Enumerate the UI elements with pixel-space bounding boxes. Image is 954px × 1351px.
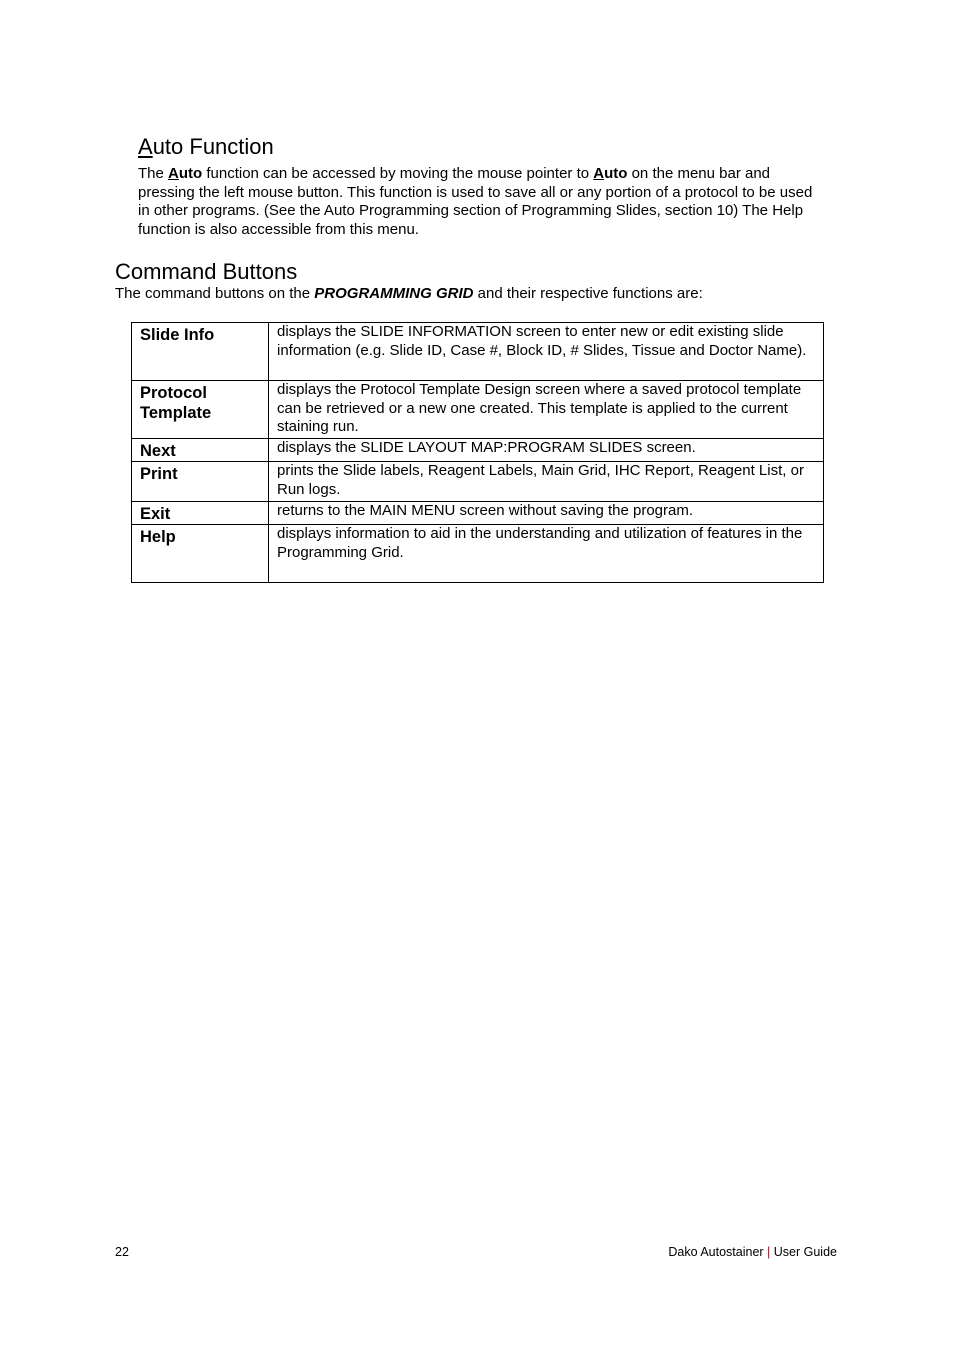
button-description-cell: displays information to aid in the understanding and utilization of features in the Programming Grid. (269, 525, 824, 583)
button-name-cell: Exit (132, 502, 269, 525)
auto-keyword (593, 165, 627, 182)
page-number: 22 (115, 1245, 129, 1259)
button-name-line: Protocol (140, 384, 207, 402)
command-buttons-table (131, 322, 824, 583)
table-row (132, 381, 824, 439)
button-name-cell: Slide Info (132, 323, 269, 381)
table-row (132, 525, 824, 583)
footer-title-left: Dako Autostainer (668, 1245, 768, 1259)
table-row (132, 502, 824, 525)
para-text: function can be accessed by moving the mouse pointer to (202, 165, 594, 182)
button-name-cell: Help (132, 525, 269, 583)
auto-keyword (168, 165, 202, 182)
button-description-cell: returns to the MAIN MENU screen without saving the program. (269, 502, 824, 525)
command-buttons-heading: Command Buttons (115, 259, 298, 284)
auto-keyword-rest: uto (178, 165, 203, 182)
auto-keyword-rest: uto (604, 165, 628, 182)
footer-document-title (668, 1245, 837, 1260)
table-row (132, 439, 824, 462)
intro-text: The command buttons on the (115, 285, 315, 302)
auto-keyword-underlined: A (168, 165, 179, 182)
button-description-cell: displays the SLIDE INFORMATION screen to enter new or edit existing slide information (e.g. Slide ID, Case #, Block ID, # Slides, Tissue and Doctor Name). (269, 323, 824, 381)
table-row (132, 323, 824, 381)
heading-rest: uto Function (152, 134, 274, 159)
button-description-cell: displays the SLIDE LAYOUT MAP:PROGRAM SLIDES screen. (269, 439, 824, 462)
button-name-line: Template (140, 404, 212, 422)
intro-text: and their respective functions are: (473, 285, 703, 302)
button-name-cell (132, 381, 269, 439)
para-text: The (138, 165, 169, 182)
button-description-cell: displays the Protocol Template Design screen where a saved protocol template can be retrieved or a new one created. This template is applied to the current staining run. (269, 381, 824, 439)
button-description-cell: prints the Slide labels, Reagent Labels, Main Grid, IHC Report, Reagent List, or Run logs. (269, 462, 824, 502)
auto-function-heading (138, 134, 274, 160)
button-name-cell: Print (132, 462, 269, 502)
intro-emphasis-text: PROGRAMMING GRID (314, 285, 474, 302)
intro-emphasis (314, 285, 473, 302)
heading-underlined-letter: A (138, 134, 153, 159)
auto-function-paragraph (138, 165, 828, 239)
command-buttons-intro (115, 285, 703, 303)
footer-separator: | (767, 1245, 771, 1259)
auto-keyword-underlined: A (593, 165, 605, 182)
button-name-cell: Next (132, 439, 269, 462)
footer-title-right: User Guide (770, 1245, 837, 1259)
para-text: on the menu bar and pressing the left mouse button. This function is used to save all or any portion of a protocol to be used in other programs. (See the Auto Programming section of Programming Slides, section 10) The Help function is also accessible from this menu. (138, 165, 813, 238)
table-row (132, 462, 824, 502)
